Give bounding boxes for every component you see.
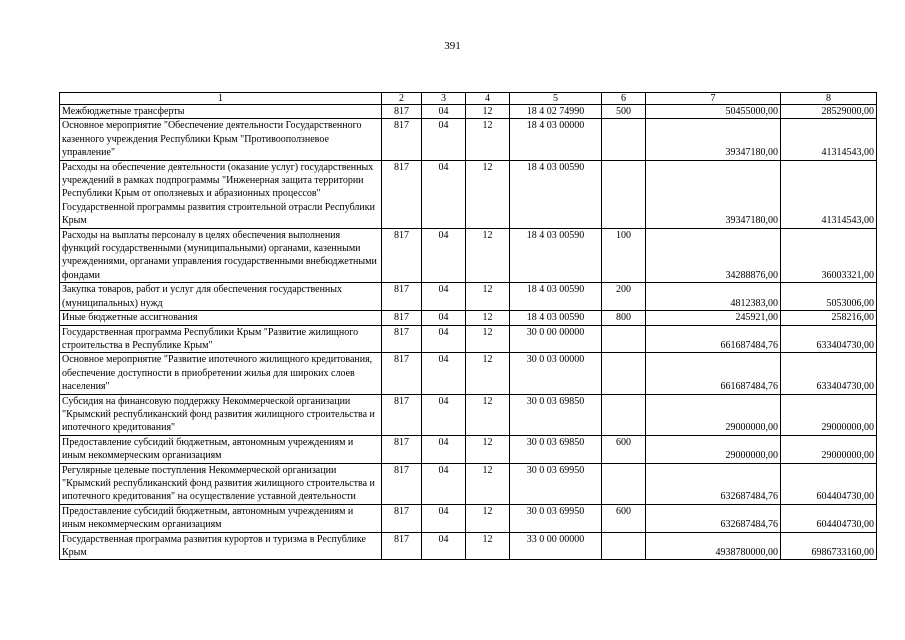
target-article-code: 18 4 03 00000 bbox=[510, 119, 602, 160]
table-row bbox=[60, 105, 877, 119]
section-code: 04 bbox=[422, 160, 466, 228]
target-article-code: 18 4 03 00590 bbox=[510, 160, 602, 228]
table-row bbox=[60, 435, 877, 463]
ministry-code: 817 bbox=[382, 160, 422, 228]
target-article-code: 18 4 03 00590 bbox=[510, 283, 602, 311]
expense-name: Основное мероприятие "Обеспечение деятельности Государственного казенного учреждения Республики Крым "Противооползневое управление" bbox=[60, 119, 382, 160]
amount-year-1: 4938780000,00 bbox=[646, 532, 781, 560]
table-row bbox=[60, 228, 877, 283]
expense-type-code bbox=[602, 463, 646, 504]
subsection-code: 12 bbox=[466, 311, 510, 325]
section-code: 04 bbox=[422, 504, 466, 532]
table-row bbox=[60, 325, 877, 353]
amount-year-1: 632687484,76 bbox=[646, 463, 781, 504]
amount-year-2: 29000000,00 bbox=[781, 394, 877, 435]
expense-name: Предоставление субсидий бюджетным, автономным учреждениям и иным некоммерческим организациям bbox=[60, 504, 382, 532]
expense-name: Расходы на выплаты персоналу в целях обеспечения выполнения функций государственными (муниципальными) органами, казенными учреждениями, органами управления государственными внебюджетными фондами bbox=[60, 228, 382, 283]
expense-type-code: 600 bbox=[602, 435, 646, 463]
ministry-code: 817 bbox=[382, 105, 422, 119]
target-article-code: 30 0 03 00000 bbox=[510, 353, 602, 394]
expense-name: Государственная программа развития курортов и туризма в Республике Крым bbox=[60, 532, 382, 560]
amount-year-2: 633404730,00 bbox=[781, 325, 877, 353]
amount-year-2: 604404730,00 bbox=[781, 463, 877, 504]
amount-year-2: 633404730,00 bbox=[781, 353, 877, 394]
subsection-code: 12 bbox=[466, 228, 510, 283]
subsection-code: 12 bbox=[466, 119, 510, 160]
table-row bbox=[60, 504, 877, 532]
ministry-code: 817 bbox=[382, 283, 422, 311]
expense-type-code bbox=[602, 119, 646, 160]
target-article-code: 18 4 03 00590 bbox=[510, 228, 602, 283]
amount-year-1: 661687484,76 bbox=[646, 325, 781, 353]
expense-name: Регулярные целевые поступления Некоммерческой организации "Крымский республиканский фонд развития жилищного строительства и ипотечного кредитования" на осуществление уставной деятельности bbox=[60, 463, 382, 504]
amount-year-1: 661687484,76 bbox=[646, 353, 781, 394]
expense-name: Межбюджетные трансферты bbox=[60, 105, 382, 119]
expense-name: Государственная программа Республики Крым "Развитие жилищного строительства в Республике Крым" bbox=[60, 325, 382, 353]
section-code: 04 bbox=[422, 311, 466, 325]
expense-type-code bbox=[602, 394, 646, 435]
table-row bbox=[60, 532, 877, 560]
expense-name: Расходы на обеспечение деятельности (оказание услуг) государственных учреждений в рамках подпрограммы "Инженерная защита территории Республики Крым от оползневых и абразионных процессов" Государственной программы развития строительной отрасли Республики Крым bbox=[60, 160, 382, 228]
table-row bbox=[60, 463, 877, 504]
section-code: 04 bbox=[422, 394, 466, 435]
ministry-code: 817 bbox=[382, 504, 422, 532]
header-cell: 6 bbox=[602, 93, 646, 105]
section-code: 04 bbox=[422, 119, 466, 160]
amount-year-1: 34288876,00 bbox=[646, 228, 781, 283]
table-row bbox=[60, 119, 877, 160]
section-code: 04 bbox=[422, 325, 466, 353]
target-article-code: 18 4 03 00590 bbox=[510, 311, 602, 325]
section-code: 04 bbox=[422, 283, 466, 311]
expense-type-code bbox=[602, 160, 646, 228]
target-article-code: 30 0 03 69950 bbox=[510, 463, 602, 504]
subsection-code: 12 bbox=[466, 463, 510, 504]
subsection-code: 12 bbox=[466, 325, 510, 353]
amount-year-1: 39347180,00 bbox=[646, 119, 781, 160]
header-cell: 4 bbox=[466, 93, 510, 105]
ministry-code: 817 bbox=[382, 119, 422, 160]
expense-name: Предоставление субсидий бюджетным, автономным учреждениям и иным некоммерческим организациям bbox=[60, 435, 382, 463]
expense-type-code bbox=[602, 353, 646, 394]
subsection-code: 12 bbox=[466, 394, 510, 435]
section-code: 04 bbox=[422, 353, 466, 394]
table-row bbox=[60, 160, 877, 228]
header-cell: 7 bbox=[646, 93, 781, 105]
expense-type-code: 100 bbox=[602, 228, 646, 283]
amount-year-2: 5053006,00 bbox=[781, 283, 877, 311]
ministry-code: 817 bbox=[382, 353, 422, 394]
table-header-row bbox=[60, 93, 877, 105]
expense-name: Закупка товаров, работ и услуг для обеспечения государственных (муниципальных) нужд bbox=[60, 283, 382, 311]
subsection-code: 12 bbox=[466, 283, 510, 311]
ministry-code: 817 bbox=[382, 532, 422, 560]
expense-name: Основное мероприятие "Развитие ипотечного жилищного кредитования, обеспечение доступности в приобретении жилья для широких слоев населения" bbox=[60, 353, 382, 394]
subsection-code: 12 bbox=[466, 532, 510, 560]
expense-type-code: 800 bbox=[602, 311, 646, 325]
target-article-code: 30 0 00 00000 bbox=[510, 325, 602, 353]
target-article-code: 30 0 03 69850 bbox=[510, 394, 602, 435]
section-code: 04 bbox=[422, 532, 466, 560]
subsection-code: 12 bbox=[466, 353, 510, 394]
expense-type-code: 500 bbox=[602, 105, 646, 119]
page-number: 391 bbox=[444, 40, 461, 52]
ministry-code: 817 bbox=[382, 394, 422, 435]
header-cell: 5 bbox=[510, 93, 602, 105]
ministry-code: 817 bbox=[382, 228, 422, 283]
expense-type-code: 600 bbox=[602, 504, 646, 532]
expense-type-code bbox=[602, 532, 646, 560]
amount-year-2: 29000000,00 bbox=[781, 435, 877, 463]
header-cell: 3 bbox=[422, 93, 466, 105]
table-row bbox=[60, 353, 877, 394]
target-article-code: 33 0 00 00000 bbox=[510, 532, 602, 560]
target-article-code: 30 0 03 69850 bbox=[510, 435, 602, 463]
header-cell: 2 bbox=[382, 93, 422, 105]
section-code: 04 bbox=[422, 435, 466, 463]
expense-name: Иные бюджетные ассигнования bbox=[60, 311, 382, 325]
amount-year-1: 632687484,76 bbox=[646, 504, 781, 532]
ministry-code: 817 bbox=[382, 463, 422, 504]
table-row bbox=[60, 283, 877, 311]
expense-type-code: 200 bbox=[602, 283, 646, 311]
amount-year-1: 39347180,00 bbox=[646, 160, 781, 228]
subsection-code: 12 bbox=[466, 435, 510, 463]
amount-year-1: 29000000,00 bbox=[646, 394, 781, 435]
ministry-code: 817 bbox=[382, 325, 422, 353]
table-row bbox=[60, 311, 877, 325]
ministry-code: 817 bbox=[382, 311, 422, 325]
section-code: 04 bbox=[422, 463, 466, 504]
ministry-code: 817 bbox=[382, 435, 422, 463]
section-code: 04 bbox=[422, 105, 466, 119]
amount-year-1: 4812383,00 bbox=[646, 283, 781, 311]
amount-year-2: 258216,00 bbox=[781, 311, 877, 325]
section-code: 04 bbox=[422, 228, 466, 283]
amount-year-2: 6986733160,00 bbox=[781, 532, 877, 560]
header-cell: 8 bbox=[781, 93, 877, 105]
subsection-code: 12 bbox=[466, 160, 510, 228]
amount-year-2: 41314543,00 bbox=[781, 160, 877, 228]
target-article-code: 30 0 03 69950 bbox=[510, 504, 602, 532]
amount-year-2: 28529000,00 bbox=[781, 105, 877, 119]
amount-year-2: 41314543,00 bbox=[781, 119, 877, 160]
expense-name: Субсидия на финансовую поддержку Некоммерческой организации "Крымский республиканский фонд развития жилищного строительства и ипотечного кредитования" bbox=[60, 394, 382, 435]
amount-year-1: 50455000,00 bbox=[646, 105, 781, 119]
table-row bbox=[60, 394, 877, 435]
budget-table bbox=[59, 92, 877, 560]
amount-year-2: 604404730,00 bbox=[781, 504, 877, 532]
amount-year-1: 245921,00 bbox=[646, 311, 781, 325]
amount-year-1: 29000000,00 bbox=[646, 435, 781, 463]
target-article-code: 18 4 02 74990 bbox=[510, 105, 602, 119]
subsection-code: 12 bbox=[466, 504, 510, 532]
header-cell: 1 bbox=[60, 93, 382, 105]
amount-year-2: 36003321,00 bbox=[781, 228, 877, 283]
subsection-code: 12 bbox=[466, 105, 510, 119]
expense-type-code bbox=[602, 325, 646, 353]
